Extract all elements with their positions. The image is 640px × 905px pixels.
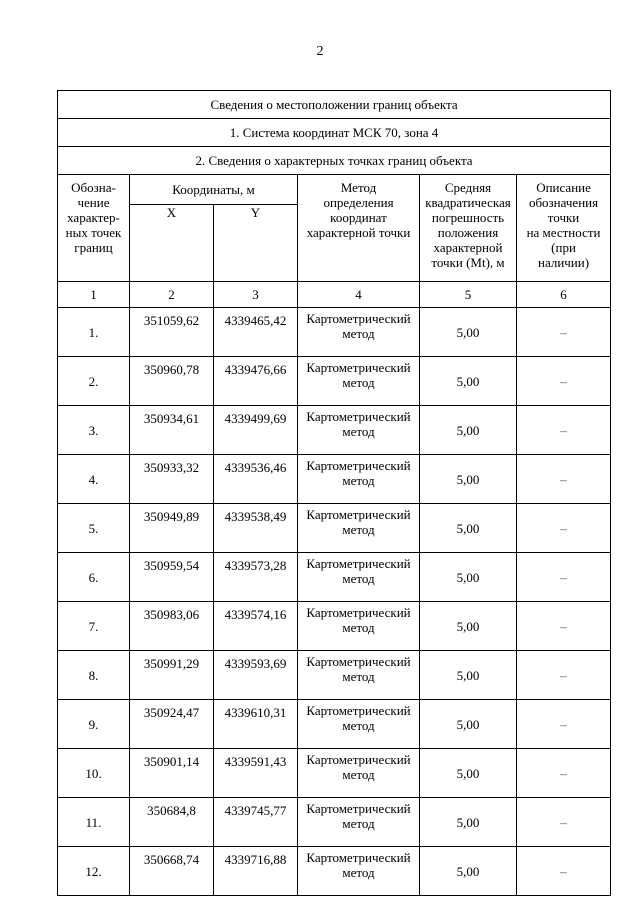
point-number: 7. [58,602,130,651]
coord-x: 350684,8 [130,798,214,847]
coord-y: 4339465,42 [214,308,298,357]
accuracy: 5,00 [420,847,517,896]
column-number: 3 [214,282,298,308]
description: – [517,847,611,896]
description: – [517,700,611,749]
coord-y: 4339574,16 [214,602,298,651]
accuracy: 5,00 [420,798,517,847]
point-number: 11. [58,798,130,847]
accuracy: 5,00 [420,700,517,749]
table-row [58,749,611,798]
coord-x: 350991,29 [130,651,214,700]
description: – [517,651,611,700]
table-row [58,357,611,406]
accuracy: 5,00 [420,651,517,700]
column-number: 4 [298,282,420,308]
header-accuracy: Средняя квадратическая погрешность положения характерной точки (Mt), м [420,175,517,282]
coord-x: 350934,61 [130,406,214,455]
header-method: Метод определения координат характерной точки [298,175,420,282]
table-row [58,651,611,700]
accuracy: 5,00 [420,553,517,602]
points-section-heading: 2. Сведения о характерных точках границ объекта [58,147,611,175]
method: Картометрический метод [298,308,420,357]
method: Картометрический метод [298,406,420,455]
point-number: 6. [58,553,130,602]
point-number: 10. [58,749,130,798]
header-x: X [130,205,214,282]
description: – [517,798,611,847]
header-row-top [58,175,611,205]
accuracy: 5,00 [420,602,517,651]
method: Картометрический метод [298,651,420,700]
header-y: Y [214,205,298,282]
coordinate-system-heading: 1. Система координат МСК 70, зона 4 [58,119,611,147]
method: Картометрический метод [298,504,420,553]
coord-y: 4339499,69 [214,406,298,455]
coord-x: 350668,74 [130,847,214,896]
accuracy: 5,00 [420,308,517,357]
header-designation: Обозна- чение характер- ных точек границ [58,175,130,282]
coord-y: 4339745,77 [214,798,298,847]
coord-y: 4339573,28 [214,553,298,602]
coord-x: 350983,06 [130,602,214,651]
table-row [58,455,611,504]
table-row [58,504,611,553]
table-row [58,798,611,847]
accuracy: 5,00 [420,749,517,798]
coord-y: 4339591,43 [214,749,298,798]
coord-y: 4339538,49 [214,504,298,553]
coord-y: 4339536,46 [214,455,298,504]
description: – [517,602,611,651]
coord-x: 350933,32 [130,455,214,504]
column-number: 5 [420,282,517,308]
column-number: 1 [58,282,130,308]
description: – [517,504,611,553]
method: Картометрический метод [298,455,420,504]
coord-x: 350949,89 [130,504,214,553]
table-title: Сведения о местоположении границ объекта [58,91,611,119]
table-row [58,602,611,651]
section1-row [58,119,611,147]
header-description: Описание обозначения точки на местности (при наличии) [517,175,611,282]
method: Картометрический метод [298,749,420,798]
header-coordinates: Координаты, м [130,175,298,205]
point-number: 9. [58,700,130,749]
column-number: 6 [517,282,611,308]
point-number: 3. [58,406,130,455]
description: – [517,749,611,798]
coord-x: 350960,78 [130,357,214,406]
boundary-points-table [57,90,611,896]
description: – [517,357,611,406]
table-body [58,91,611,896]
point-number: 12. [58,847,130,896]
method: Картометрический метод [298,553,420,602]
accuracy: 5,00 [420,504,517,553]
title-row [58,91,611,119]
description: – [517,553,611,602]
table-row [58,553,611,602]
point-number: 1. [58,308,130,357]
coord-x: 350901,14 [130,749,214,798]
method: Картометрический метод [298,602,420,651]
table-row [58,700,611,749]
coord-y: 4339593,69 [214,651,298,700]
table-row [58,847,611,896]
coord-y: 4339610,31 [214,700,298,749]
table-row [58,406,611,455]
column-number-row [58,282,611,308]
method: Картометрический метод [298,700,420,749]
method: Картометрический метод [298,798,420,847]
coord-x: 350924,47 [130,700,214,749]
accuracy: 5,00 [420,406,517,455]
method: Картометрический метод [298,847,420,896]
point-number: 2. [58,357,130,406]
coord-y: 4339716,88 [214,847,298,896]
coord-y: 4339476,66 [214,357,298,406]
coord-x: 350959,54 [130,553,214,602]
point-number: 5. [58,504,130,553]
coord-x: 351059,62 [130,308,214,357]
table-row [58,308,611,357]
description: – [517,455,611,504]
method: Картометрический метод [298,357,420,406]
description: – [517,406,611,455]
point-number: 8. [58,651,130,700]
section2-row [58,147,611,175]
description: – [517,308,611,357]
column-number: 2 [130,282,214,308]
accuracy: 5,00 [420,357,517,406]
accuracy: 5,00 [420,455,517,504]
page-number: 2 [316,44,324,59]
point-number: 4. [58,455,130,504]
